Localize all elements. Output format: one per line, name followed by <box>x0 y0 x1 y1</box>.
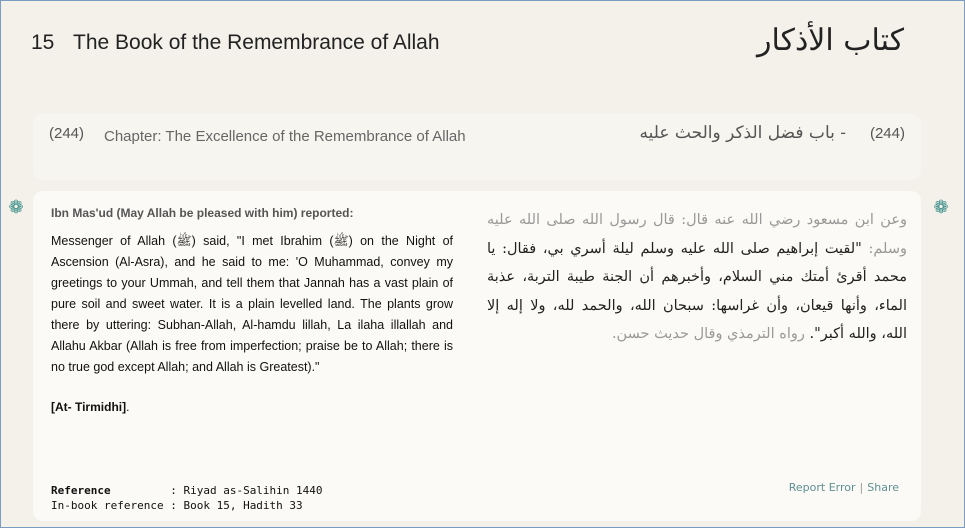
reference-label: Reference <box>51 484 111 497</box>
reference-block <box>51 483 323 513</box>
ornament-right-icon: ❁ <box>933 197 949 218</box>
hadith-actions <box>789 481 899 494</box>
hadith-source <box>51 400 129 414</box>
reference-value: : Riyad as-Salihin 1440 <box>170 484 323 497</box>
share-link[interactable]: Share <box>867 481 899 494</box>
hadith-arabic-text <box>487 206 907 349</box>
actions-separator: | <box>859 481 864 494</box>
hadith-source-name: [At- Tirmidhi] <box>51 400 127 414</box>
hadith-arabic-body: "لقيت إبراهيم صلى الله عليه وسلم ليلة أسري بي، فقال: يا محمد أقرئ أمتك مني السلام، وأخبرهم أن الجنة طيبة التربة، عذبة الماء، وأنها قيعان، وأن غراسها: سبحان الله، والحمد لله، ولا إله إلا الله، والله أكبر". <box>487 240 907 343</box>
chapter-number-arabic: (244) <box>869 125 905 142</box>
report-error-link[interactable]: Report Error <box>788 481 856 494</box>
inbook-reference-label: In-book reference <box>51 499 164 512</box>
inbook-reference-value: : Book 15, Hadith 33 <box>170 499 303 512</box>
ornament-left-icon: ❁ <box>8 197 24 218</box>
hadith-english-text: Messenger of Allah (ﷺ) said, "I met Ibrahim (ﷺ) on the Night of Ascension (Al-Asra), and he said to me: 'O Muhammad, convey my greetings to your Ummah, and tell them that Jannah has a vast plain of pure soil and sweet water. It is a plain levelled land. The plants grow there by uttering: Subhan-Allah, Al-hamdu lillah, La ilaha illallah and Allahu Akbar (Allah is free from imperfection; praise be to Allah; there is no true god except Allah; and Allah is Greatest)." <box>51 234 453 374</box>
chapter-title-arabic: - باب فضل الذكر والحث عليه <box>639 123 846 143</box>
hadith-arabic-intro: وعن ابن مسعود رضي الله عنه قال: قال رسول الله صلى الله عليه وسلم: <box>487 212 907 257</box>
hadith-narrator: Ibn Mas'ud (May Allah be pleased with him) reported: <box>51 206 354 220</box>
chapter-header <box>33 114 921 180</box>
inbook-reference-row <box>51 498 323 513</box>
hadith-arabic-grade: رواه الترمذي وقال حديث حسن. <box>611 326 810 343</box>
chapter-number: (244) <box>49 125 85 142</box>
book-title-arabic: كتاب الأذكار <box>757 23 904 58</box>
hadith-source-period: . <box>126 400 130 414</box>
reference-row <box>51 483 323 498</box>
book-number: 15 <box>31 31 55 54</box>
chapter-title: Chapter: The Excellence of the Remembrance of Allah <box>104 128 466 145</box>
hadith-container <box>33 191 921 521</box>
book-header <box>1 1 964 81</box>
book-title: The Book of the Remembrance of Allah <box>73 31 440 54</box>
